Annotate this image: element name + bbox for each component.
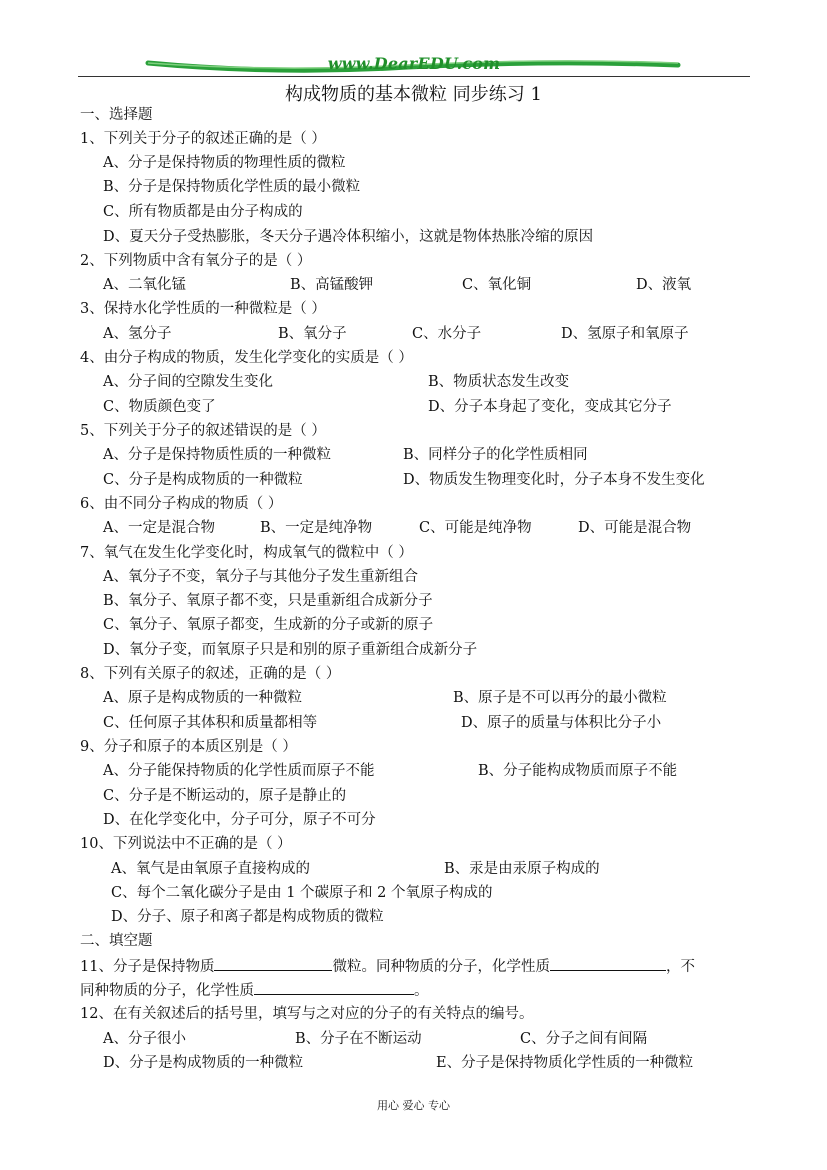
q3-option-c: C、水分子 [412,326,482,342]
q3-option-a: A、氢分子 [103,326,172,342]
q6-option-d: D、可能是混合物 [578,520,692,536]
q2-option-a: A、二氧化锰 [103,277,186,293]
q10-stem: 10、下列说法中不正确的是（ ） [80,836,292,852]
page-footer: 用心 爱心 专心 [377,1099,450,1112]
q10-option-d: D、分子、原子和离子都是构成物质的微粒 [111,909,384,925]
q4-option-d: D、分子本身起了变化，变成其它分子 [428,399,672,415]
q2-option-b: B、高锰酸钾 [290,277,374,293]
q4-stem: 4、由分子构成的物质，发生化学变化的实质是（ ） [80,350,413,366]
q9-option-a: A、分子能保持物质的化学性质而原子不能 [103,763,375,779]
q11-blank-3[interactable] [254,980,414,995]
q11-text-4: 同种物质的分子，化学性质 [80,983,254,999]
q10-option-c: C、每个二氧化碳分子是由 1 个碳原子和 2 个氧原子构成的 [111,885,493,901]
q8-option-c: C、任何原子其体积和质量都相等 [103,715,318,731]
q1-option-a: A、分子是保持物质的物理性质的微粒 [103,155,346,171]
q5-stem: 5、下列关于分子的叙述错误的是（ ） [80,423,326,439]
q7-option-a: A、氧分子不变，氧分子与其他分子发生重新组合 [103,569,418,585]
q11-blank-1[interactable] [214,956,332,971]
q5-option-b: B、同样分子的化学性质相同 [403,447,588,463]
q6-option-c: C、可能是纯净物 [419,520,532,536]
q6-option-a: A、一定是混合物 [103,520,215,536]
q12-option-b: B、分子在不断运动 [295,1031,422,1047]
q12-option-d: D、分子是构成物质的一种微粒 [103,1055,304,1071]
q2-option-d: D、液氧 [636,277,692,293]
q12-option-e: E、分子是保持物质化学性质的一种微粒 [436,1055,694,1071]
q7-stem: 7、氧气在发生化学变化时，构成氧气的微粒中（ ） [80,545,413,561]
q11-text-3: ，不 [665,959,695,975]
q12-stem: 12、在有关叙述后的括号里，填写与之对应的分子的有关特点的编号。 [80,1006,534,1022]
section-fill: 二、填空题 [80,933,153,949]
q12-option-c: C、分子之间有间隔 [520,1031,648,1047]
q6-option-b: B、一定是纯净物 [260,520,373,536]
q11-blank-2[interactable] [550,956,666,971]
q11-line1 [80,956,695,977]
q7-option-b: B、氧分子、氧原子都不变，只是重新组合成新分子 [103,593,433,609]
q11-text-2: 微粒。同种物质的分子，化学性质 [332,959,550,975]
q7-option-c: C、氧分子、氧原子都变，生成新的分子或新的原子 [103,617,434,633]
q9-option-b: B、分子能构成物质而原子不能 [478,763,678,779]
q11-text-5: 。 [414,983,429,999]
q5-option-a: A、分子是保持物质性质的一种微粒 [103,447,331,463]
q11-text-1: 11、分子是保持物质 [80,959,215,975]
q9-option-c: C、分子是不断运动的，原子是静止的 [103,788,347,804]
q2-stem: 2、下列物质中含有氧分子的是（ ） [80,253,312,269]
q2-option-c: C、氧化铜 [462,277,532,293]
q4-option-c: C、物质颜色变了 [103,399,216,415]
q3-option-b: B、氧分子 [278,326,347,342]
q7-option-d: D、氧分子变，而氧原子只是和别的原子重新组合成新分子 [103,642,478,658]
q6-stem: 6、由不同分子构成的物质（ ） [80,496,283,512]
q4-option-b: B、物质状态发生改变 [428,374,570,390]
q8-option-d: D、原子的质量与体积比分子小 [461,715,662,731]
q12-option-a: A、分子很小 [103,1031,186,1047]
q8-option-a: A、原子是构成物质的一种微粒 [103,690,302,706]
q1-stem: 1、下列关于分子的叙述正确的是（ ） [80,131,326,147]
q8-stem: 8、下列有关原子的叙述，正确的是（ ） [80,666,341,682]
q3-option-d: D、氢原子和氧原子 [561,326,689,342]
q9-option-d: D、在化学变化中，分子可分，原子不可分 [103,812,376,828]
q1-option-d: D、夏天分子受热膨胀，冬天分子遇冷体积缩小，这就是物体热胀冷缩的原因 [103,229,594,245]
q10-option-b: B、汞是由汞原子构成的 [444,861,600,877]
q11-line2 [80,980,429,1001]
q5-option-c: C、分子是构成物质的一种微粒 [103,472,303,488]
q4-option-a: A、分子间的空隙发生变化 [103,374,273,390]
section-choice: 一、选择题 [80,107,153,123]
q1-option-b: B、分子是保持物质化学性质的最小微粒 [103,179,361,195]
q8-option-b: B、原子是不可以再分的最小微粒 [453,690,667,706]
q1-option-c: C、所有物质都是由分子构成的 [103,204,303,220]
q9-stem: 9、分子和原子的本质区别是（ ） [80,739,297,755]
page-title: 构成物质的基本微粒 同步练习 1 [285,84,542,105]
site-logo-text: www.DearEDU.com [327,54,501,73]
q3-stem: 3、保持水化学性质的一种微粒是（ ） [80,301,326,317]
q5-option-d: D、物质发生物理变化时，分子本身不发生变化 [403,472,705,488]
q10-option-a: A、氧气是由氧原子直接构成的 [111,861,310,877]
header-rule [78,76,750,77]
